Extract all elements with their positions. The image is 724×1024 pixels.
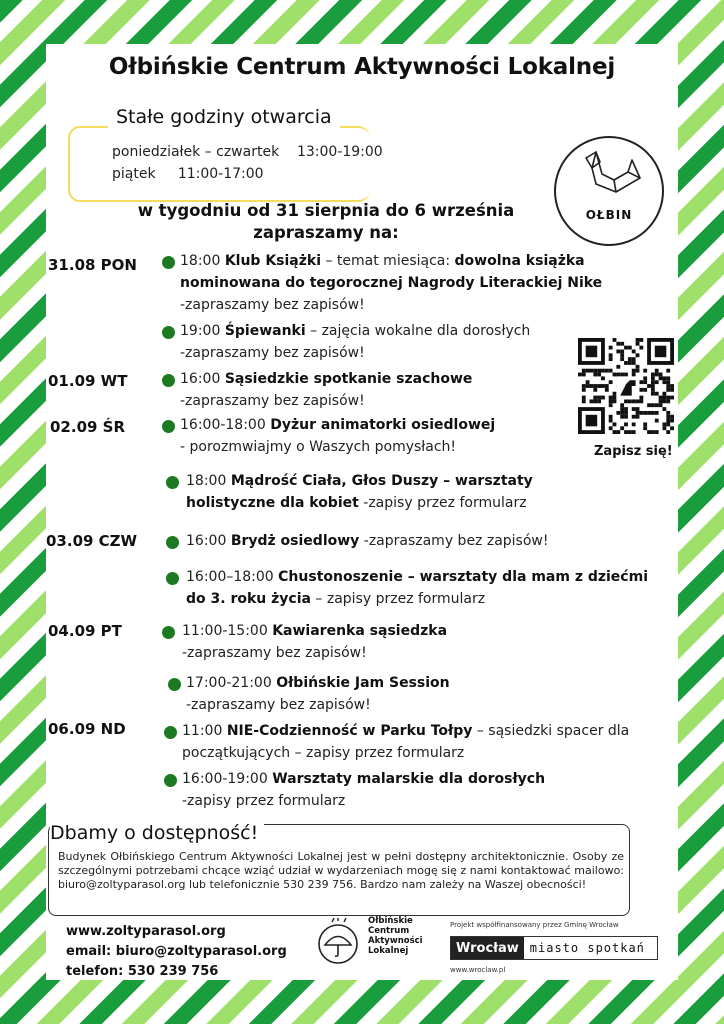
project-note: Projekt współfinansowany przez Gminę Wrocław [450, 921, 619, 929]
wroclaw-word: Wrocław [451, 937, 524, 959]
event-bullet [162, 374, 175, 387]
week-range: w tygodniu od 31 sierpnia do 6 września [137, 201, 515, 220]
day-label: 02.09 ŚR [50, 418, 126, 436]
event-item: 11:00-15:00 Kawiarenka sąsiedzka -zapraszamy bez zapisów! [182, 623, 448, 661]
event-item: 11:00 NIE-Codzienność w Parku Tołpy – sąsiedzki spacer dla początkujących – zapisy przez formularz [182, 723, 630, 761]
accessibility-heading: Dbamy o dostępność! [50, 822, 264, 844]
event-bullet [164, 774, 177, 787]
olbin-logo [554, 136, 664, 246]
event-item: 16:00-18:00 Dyżur animatorki osiedlowej - porozmwiajmy o Waszych pomysłach! [180, 417, 496, 455]
wroclaw-url[interactable]: www.wroclaw.pl [450, 966, 506, 974]
phone-text: telefon: 530 239 756 [66, 964, 219, 979]
invite-text: zapraszamy na: [253, 223, 399, 242]
day-label: 01.09 WT [48, 372, 128, 390]
event-bullet [166, 476, 179, 489]
week-heading [106, 200, 546, 244]
event-bullet [166, 572, 179, 585]
poster-card [46, 44, 678, 980]
qr-label: Zapisz się! [594, 444, 673, 459]
event-item: 19:00 Śpiewanki – zajęcia wokalne dla dorosłych -zapraszamy bez zapisów! [180, 323, 531, 361]
event-item: 18:00 Klub Książki – temat miesiąca: dowolna książka nominowana do tegorocznej Nagrody Literackiej Nike -zapraszamy bez zapisów! [180, 253, 603, 313]
event-item: 16:00–18:00 Chustonoszenie – warsztaty dla mam z dziećmi do 3. roku życia – zapisy przez formularz [186, 569, 648, 607]
event-item: 16:00-19:00 Warsztaty malarskie dla dorosłych -zapisy przez formularz [182, 771, 546, 809]
qr-code-icon [578, 338, 674, 434]
event-bullet [166, 536, 179, 549]
event-bullet [162, 326, 175, 339]
qr-code[interactable] [578, 338, 674, 434]
day-label: 31.08 PON [48, 256, 137, 274]
event-item: 16:00 Sąsiedzkie spotkanie szachowe -zapraszamy bez zapisów! [180, 371, 473, 409]
hours-line-weekdays: poniedziałek – czwartek 13:00-19:00 [112, 144, 383, 160]
event-bullet [164, 726, 177, 739]
event-bullet [168, 678, 181, 691]
umbrella-logo-icon [316, 918, 360, 966]
event-bullet [162, 256, 175, 269]
hours-line-friday: piątek 11:00-17:00 [112, 166, 264, 182]
logo-word: OŁBIN [585, 208, 633, 222]
accessibility-text: Budynek Ołbińskiego Centrum Aktywności Lokalnej jest w pełni dostępny architektonicznie. Osoby ze szczególnymi potrzebami chcące wziąć udział w wydarzeniach mogę się z nami kontaktować mailowo: biuro@zoltyparasol.org lub telefonicznie 530 239 756. Bardzo nam zależy na Waszej obecności! [58, 850, 624, 891]
event-bullet [162, 626, 175, 639]
swan-icon [556, 138, 662, 208]
wroclaw-slogan: miasto spotkań [529, 941, 645, 955]
day-label: 06.09 ND [48, 720, 126, 738]
wroclaw-logo [450, 936, 658, 960]
day-label: 03.09 CZW [46, 532, 138, 550]
event-item: 16:00 Brydż osiedlowy -zapraszamy bez zapisów! [186, 533, 549, 549]
email-link[interactable]: email: biuro@zoltyparasol.org [66, 944, 287, 959]
event-item: 18:00 Mądrość Ciała, Głos Duszy – warsztaty holistyczne dla kobiet -zapisy przez formularz [186, 473, 533, 511]
day-label: 04.09 PT [48, 622, 122, 640]
event-item: 17:00-21:00 Ołbińskie Jam Session -zapraszamy bez zapisów! [186, 675, 450, 713]
opening-hours-heading: Stałe godziny otwarcia [108, 106, 340, 128]
website-link[interactable]: www.zoltyparasol.org [66, 924, 226, 939]
event-bullet [162, 420, 175, 433]
opening-hours-frame [68, 126, 370, 202]
footer-org-name: Ołbińskie Centrum Aktywności Lokalnej [368, 916, 423, 956]
page-title: Ołbińskie Centrum Aktywności Lokalnej [108, 54, 616, 80]
